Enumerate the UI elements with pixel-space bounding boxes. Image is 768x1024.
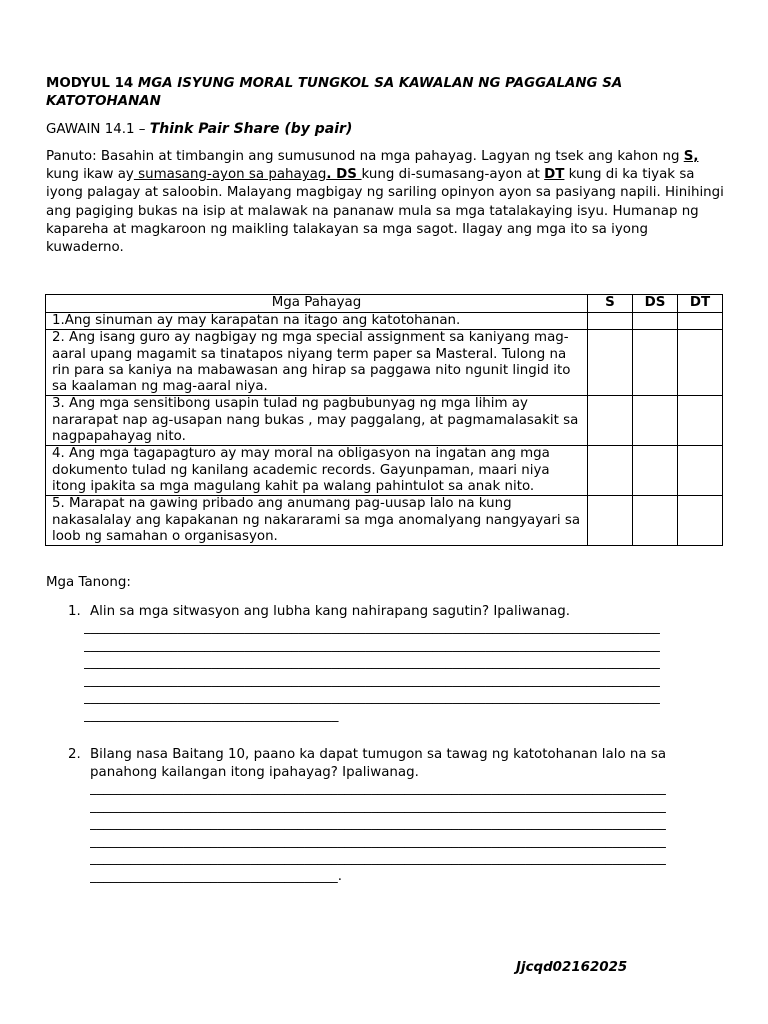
- activity-label: GAWAIN 14.1 –: [46, 122, 146, 137]
- table-row: [46, 496, 723, 546]
- statements-table: [45, 294, 723, 546]
- instructions-part3: sumasang-ayon sa pahayag: [133, 167, 327, 183]
- table-row: [46, 396, 723, 446]
- s-checkbox-cell[interactable]: [588, 446, 633, 496]
- instructions-part2: kung ikaw ay: [46, 167, 134, 183]
- question-number: 1.: [68, 604, 81, 619]
- s-checkbox-cell[interactable]: [588, 396, 633, 446]
- header-dt: DT: [678, 295, 723, 313]
- answer-lines-1[interactable]: ______________________________________________________________________________________ ______________________________________________________________________________________ ______________________________________________________________________________________ ______________________________________________________________________________________ ______________________________________________________________________________________ ______________________________________: [84, 620, 660, 723]
- ds-checkbox-cell[interactable]: [633, 330, 678, 396]
- activity-title: Think Pair Share (by pair): [149, 121, 353, 137]
- table-row: [46, 313, 723, 330]
- statement-cell: 1.Ang sinuman ay may karapatan na itago ang katotohanan.: [46, 313, 588, 330]
- s-checkbox-cell[interactable]: [588, 313, 633, 330]
- module-label: MODYUL 14: [46, 76, 134, 91]
- dt-checkbox-cell[interactable]: [678, 496, 723, 546]
- s-checkbox-cell[interactable]: [588, 496, 633, 546]
- questions-label: Mga Tanong:: [46, 575, 131, 590]
- statement-cell: 5. Marapat na gawing pribado ang anumang pag-uusap lalo na kung nakasalalay ang kapakanan ng nakararami sa mga anomalyang nangyayari sa loob ng samahan o organisasyon.: [46, 496, 588, 546]
- table-header-row: [46, 295, 723, 313]
- question-number: 2.: [68, 747, 81, 762]
- dt-checkbox-cell[interactable]: [678, 330, 723, 396]
- header-statement: Mga Pahayag: [46, 295, 588, 313]
- statement-cell: 3. Ang mga sensitibong usapin tulad ng pagbubunyag ng mga lihim ay nararapat nap ag-usapan nang bukas , may paggalang, at pagmamalasakit sa nagpapahayag nito.: [46, 396, 588, 446]
- table-row: [46, 446, 723, 496]
- statement-cell: 2. Ang isang guro ay nagbigay ng mga special assignment sa kaniyang mag-aaral upang magamit sa tinatapos niyang term paper sa Masteral. Tulong na rin para sa kaniya na mabawasan ang hirap sa paggawa nito ngunit lingid ito sa kaalaman ng mag-aaral niya.: [46, 330, 588, 396]
- document-code: Jjcqd02162025: [516, 960, 628, 975]
- module-title: [46, 75, 686, 111]
- question-text: Alin sa mga sitwasyon ang lubha kang nahirapang sagutin? Ipaliwanag.: [90, 604, 571, 619]
- instructions: [46, 148, 726, 257]
- instructions-part1: Panuto: Basahin at timbangin ang sumusunod na mga pahayag. Lagyan ng tsek ang kahon ng: [46, 149, 684, 164]
- answer-lines-2[interactable]: ______________________________________________________________________________________ ______________________________________________________________________________________ ______________________________________________________________________________________ ______________________________________________________________________________________ ______________________________________________________________________________________ _____________________________________.: [90, 781, 666, 884]
- dt-mark: DT: [544, 167, 565, 183]
- statement-cell: 4. Ang mga tagapagturo ay may moral na obligasyon na ingatan ang mga dokumento tulad ng kanilang academic records. Gayunpaman, maari niya itong ipakita sa mga magulang kahit pa walang pahintulot sa anak nito.: [46, 446, 588, 496]
- header-s: S: [588, 295, 633, 313]
- ds-checkbox-cell[interactable]: [633, 313, 678, 330]
- ds-checkbox-cell[interactable]: [633, 446, 678, 496]
- dt-checkbox-cell[interactable]: [678, 313, 723, 330]
- activity-heading: [46, 120, 352, 139]
- question-text: Bilang nasa Baitang 10, paano ka dapat tumugon sa tawag ng katotohanan lalo na sa panahong kailangan itong ipahayag? Ipaliwanag.: [90, 747, 667, 780]
- dt-checkbox-cell[interactable]: [678, 396, 723, 446]
- s-checkbox-cell[interactable]: [588, 330, 633, 396]
- header-ds: DS: [633, 295, 678, 313]
- dt-checkbox-cell[interactable]: [678, 446, 723, 496]
- ds-checkbox-cell[interactable]: [633, 396, 678, 446]
- instructions-part5: kung di ka tiyak sa iyong palagay at saloobin. Malayang magbigay ng sariling opinyon ayon sa pasiyang napili. Hinihingi ang pagiging bukas na isip at malawak na pananaw mula sa mga tatalakaying isyu. Humanap ng kapareha at magkaroon ng maikling talakayan sa mga sagot. Ilagay ang mga ito sa iyong kuwaderno.: [46, 167, 724, 256]
- table-row: [46, 330, 723, 396]
- instructions-part4: kung di-sumasang-ayon at: [361, 167, 545, 183]
- ds-mark: . DS: [326, 167, 362, 183]
- ds-checkbox-cell[interactable]: [633, 496, 678, 546]
- s-mark: S,: [683, 149, 699, 164]
- module-topic: MGA ISYUNG MORAL TUNGKOL SA KAWALAN NG PAGGALANG SA KATOTOHANAN: [46, 76, 623, 109]
